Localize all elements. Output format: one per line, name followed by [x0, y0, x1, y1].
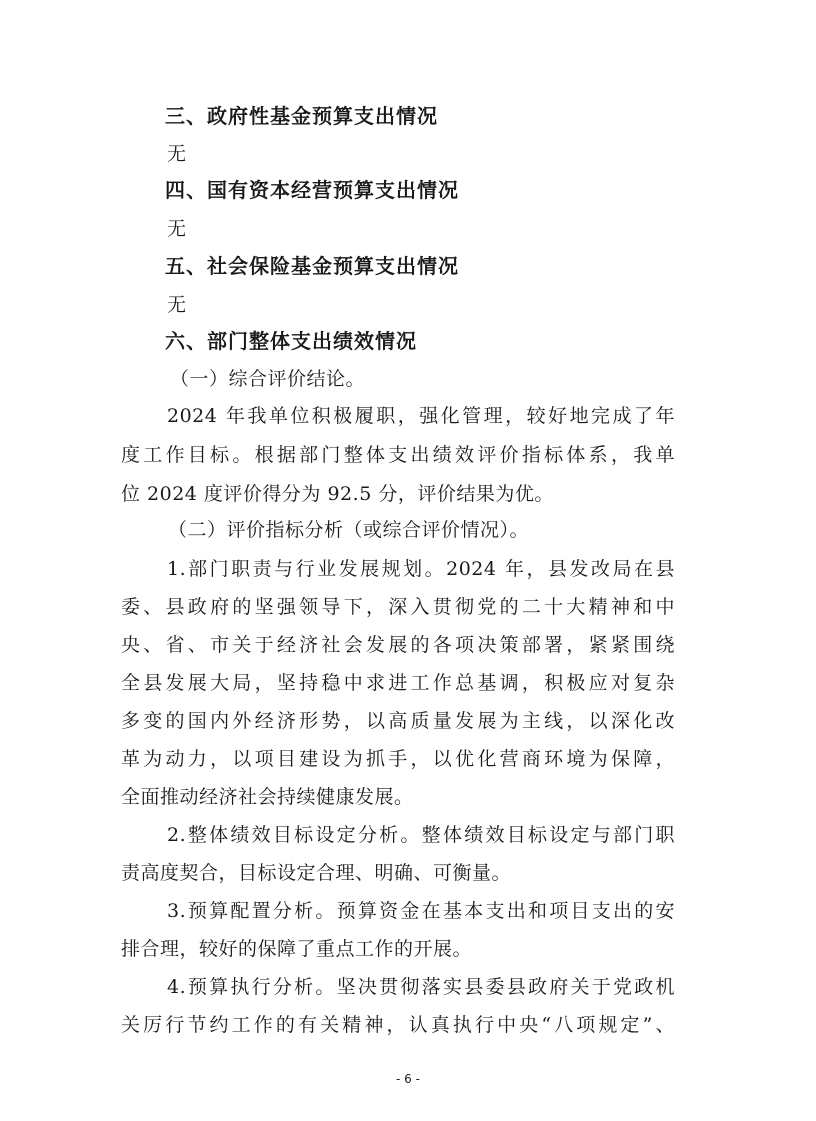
paragraph-line: 2.整体绩效目标设定分析。整体绩效目标设定与部门职: [167, 824, 675, 846]
paragraph-line: 关厉行节约工作的有关精神，认真执行中央“八项规定”、: [121, 1014, 675, 1036]
section-4-title: 四、国有资本经营预算支出情况: [165, 178, 459, 202]
section-3-title: 三、政府性基金预算支出情况: [165, 104, 438, 128]
paragraph-line: 1.部门职责与行业发展规划。2024 年，县发改局在县: [167, 558, 675, 580]
paragraph-line: 3.预算配置分析。预算资金在基本支出和项目支出的安: [167, 900, 675, 922]
paragraph-line: 央、省、市关于经济社会发展的各项决策部署，紧紧围绕: [121, 634, 675, 656]
section-3-body: 无: [167, 143, 187, 165]
page-number: - 6 -: [396, 1072, 420, 1086]
paragraph-line: 责高度契合，目标设定合理、明确、可衡量。: [121, 862, 512, 884]
paragraph-line: 4.预算执行分析。坚决贯彻落实县委县政府关于党政机: [167, 976, 675, 998]
paragraph-line: 度工作目标。根据部门整体支出绩效评价指标体系，我单: [121, 444, 675, 466]
paragraph-line: 全面推动经济社会持续健康发展。: [121, 786, 414, 808]
paragraph-line: 委、县政府的坚强领导下，深入贯彻党的二十大精神和中: [121, 596, 675, 618]
subsection-1-title: （一）综合评价结论。: [170, 368, 366, 390]
paragraph-line: 2024 年我单位积极履职，强化管理，较好地完成了年: [167, 405, 675, 427]
paragraph-line: 排合理，较好的保障了重点工作的开展。: [121, 938, 473, 960]
paragraph-line: 全县发展大局，坚持稳中求进工作总基调，积极应对复杂: [121, 672, 675, 694]
paragraph-line: 革为动力，以项目建设为抓手，以优化营商环境为保障，: [121, 748, 675, 770]
section-5-title: 五、社会保险基金预算支出情况: [165, 254, 459, 278]
subsection-2-title: （二）评价指标分析（或综合评价情况）。: [168, 519, 530, 541]
section-5-body: 无: [167, 294, 187, 316]
paragraph-line: 多变的国内外经济形势，以高质量发展为主线，以深化改: [121, 710, 675, 732]
section-4-body: 无: [167, 218, 187, 240]
section-6-title: 六、部门整体支出绩效情况: [165, 329, 417, 353]
paragraph-line: 位 2024 度评价得分为 92.5 分，评价结果为优。: [121, 483, 554, 505]
